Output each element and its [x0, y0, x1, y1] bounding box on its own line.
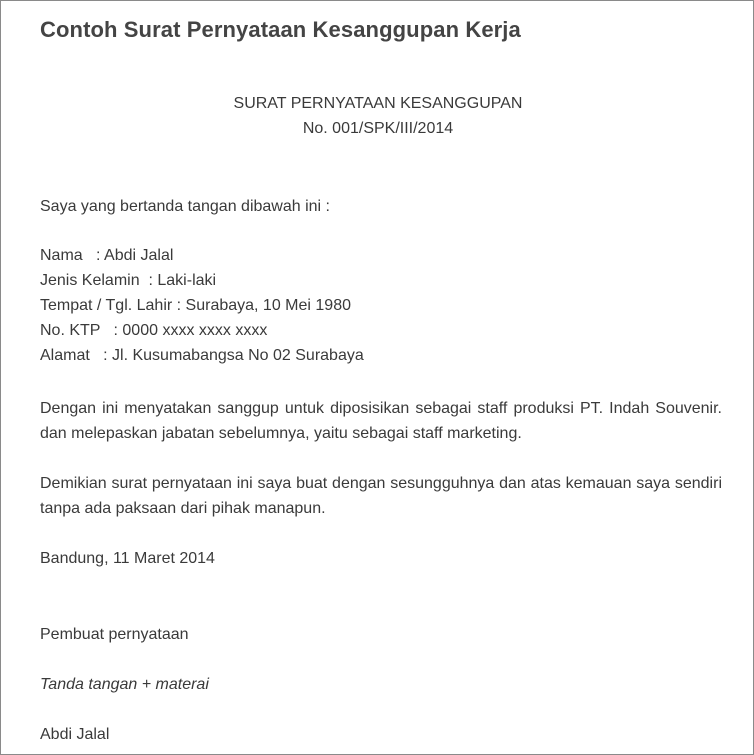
signature-note: Tanda tangan + materai — [40, 676, 209, 693]
field-address: Alamat : Jl. Kusumabangsa No 02 Surabaya — [40, 347, 364, 364]
field-gender: Jenis Kelamin : Laki-laki — [40, 272, 217, 289]
letter-number: No. 001/SPK/III/2014 — [302, 120, 454, 137]
signer-label: Pembuat pernyataan — [40, 626, 189, 643]
field-birth: Tempat / Tgl. Lahir : Surabaya, 10 Mei 1980 — [40, 297, 351, 314]
page-title: Contoh Surat Pernyataan Kesanggupan Kerja — [40, 17, 521, 42]
letter-intro: Saya yang bertanda tangan dibawah ini : — [40, 198, 330, 215]
field-ktp: No. KTP : 0000 xxxx xxxx xxxx — [40, 322, 268, 339]
letter-heading: SURAT PERNYATAAN KESANGGUPAN — [233, 95, 523, 112]
place-date: Bandung, 11 Maret 2014 — [40, 550, 215, 567]
statement-paragraph: Dengan ini menyatakan sanggup untuk diposisikan sebagai staff produksi PT. Indah Souvenir. dan melepaskan jabatan sebelumnya, yaitu sebagai staff marketing. — [40, 400, 722, 442]
signer-name: Abdi Jalal — [40, 726, 110, 743]
closing-paragraph: Demikian surat pernyataan ini saya buat dengan sesungguhnya dan atas kemauan saya sendiri tanpa ada paksaan dari pihak manapun. — [40, 475, 722, 517]
identity-fields — [40, 243, 722, 368]
field-name: Nama : Abdi Jalal — [40, 247, 174, 264]
